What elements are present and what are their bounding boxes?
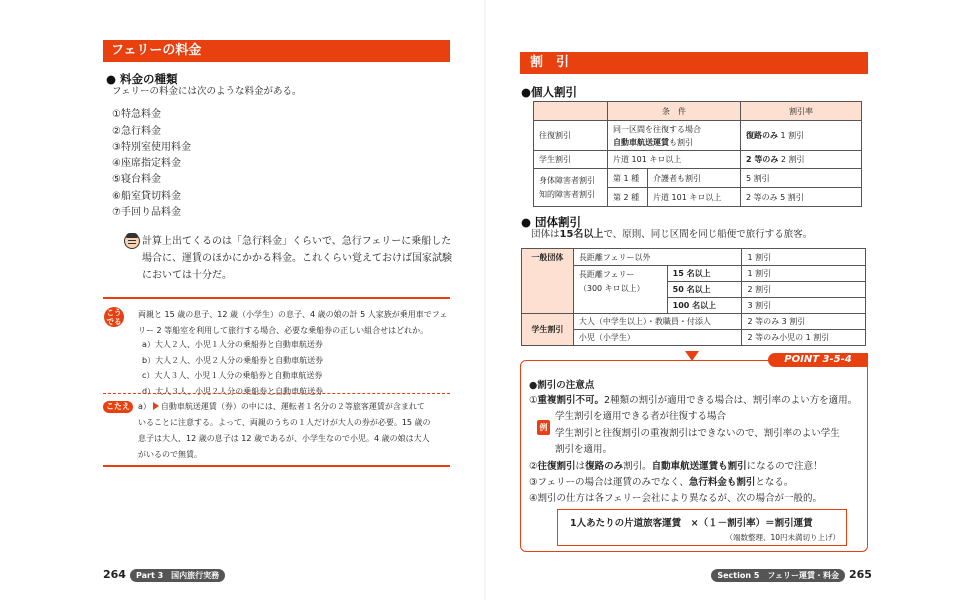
- part-pill: Part 3 国内旅行実務: [130, 569, 225, 582]
- row-rate: 1 割引: [742, 266, 866, 282]
- note-line: 場合に、運賃のほかにかかる料金。これくらい覚えておけば国家試験: [142, 253, 452, 264]
- row-condition: 同一区間を往復する場合 自動車航送運賃も割引: [608, 121, 741, 151]
- col-header-condition: 条 件: [608, 102, 741, 121]
- fare-type-item: ⑦手回り品料金: [112, 207, 181, 218]
- table-corner: [534, 102, 608, 121]
- example-line: 割引を適用。: [555, 444, 613, 455]
- row-group-general: 一般団体: [522, 249, 574, 314]
- row-rate: 1 割引: [742, 249, 866, 266]
- group-discount-heading: ● 団体割引: [521, 215, 582, 229]
- formula-note: （端数整理、10円未満切り上げ）: [725, 533, 840, 542]
- row-class: 第 1 種: [608, 169, 648, 188]
- example-badge: 例: [537, 420, 550, 435]
- kou-deru-badge: こう でる: [104, 307, 124, 327]
- formula-text: 1人あたりの片道旅客運賃 ×（１－割引率）＝割引運賃: [570, 518, 813, 529]
- question-rule: [103, 297, 450, 299]
- point-line: ③フェリーの場合は運賃のみでなく、急行料金も割引となる。: [529, 477, 794, 488]
- answer-line: がいるので無賃。: [138, 450, 202, 459]
- note-line: 計算上出てくるのは「急行料金」くらいで、急行フェリーに乗船した: [142, 236, 452, 247]
- row-rate: 2 等のみ小児の 1 割引: [742, 330, 866, 346]
- fare-type-item: ②急行料金: [112, 126, 161, 137]
- teacher-face-icon: [124, 233, 140, 249]
- group-discount-text: 団体は15名以上で、原則、同じ区間を同じ船便で旅行する旅客。: [531, 229, 813, 240]
- row-size: 100 名以上: [667, 298, 742, 314]
- row-size: 50 名以上: [667, 282, 742, 298]
- discount-banner: 割 引: [520, 52, 868, 74]
- answer-line: いることに注意する。よって、両親のうちの１人だけが大人の券が必要。15 歳の: [138, 418, 431, 427]
- row-rate: 3 割引: [742, 298, 866, 314]
- row-desc: 小児（小学生）: [573, 330, 742, 346]
- fare-type-item: ⑤寝台料金: [112, 174, 161, 185]
- row-rate: 2 割引: [742, 282, 866, 298]
- row-desc: 大人（中学生以上）・教職員・付添人: [573, 314, 742, 330]
- answer-option: a）大人２人、小児１人分の乗船券と自動車航送券: [142, 340, 323, 349]
- fare-type-item: ①特急料金: [112, 109, 161, 120]
- right-page: [485, 0, 970, 600]
- point-line: ①重複割引不可。2種類の割引が適用できる場合は、割引率のよい方を適用。: [529, 395, 858, 406]
- page-number: 265: [849, 568, 872, 581]
- point-line: ②往復割引は復路のみ割引。自動車航送運賃も割引になるので注意！: [529, 461, 823, 472]
- fare-banner: フェリーの料金: [103, 40, 450, 62]
- page-number: 264: [103, 568, 126, 581]
- answer-line: 息子は大人、12 歳の息子は 12 歳であるが、小学生なので小児。4 歳の娘は大人: [138, 434, 430, 443]
- row-label: 学生割引: [534, 151, 608, 169]
- point-tag: POINT 3-5-4: [768, 353, 868, 367]
- arrow-right-icon: [153, 402, 159, 410]
- note-line: においては十分だ。: [142, 270, 232, 281]
- row-condition: 片道 101 キロ以上: [608, 151, 741, 169]
- section-pill: Section 5 フェリー運賃・料金: [711, 569, 845, 582]
- row-condition: 介護者も割引: [648, 169, 741, 188]
- fare-type-item: ④座席指定料金: [112, 158, 181, 169]
- fare-type-item: ⑥船室貸切料金: [112, 191, 181, 202]
- row-rate: 2 等のみ 2 割引: [741, 151, 862, 169]
- answer-option: c）大人３人、小児１人分の乗船券と自動車航送券: [142, 371, 323, 380]
- row-label: 往復割引: [534, 121, 608, 151]
- col-header-rate: 割引率: [741, 102, 862, 121]
- answer-option: d）大人３人、小児２人分の乗船券と自動車航送券: [142, 387, 324, 396]
- individual-discount-table: [533, 101, 862, 207]
- fare-types-heading: ● 料金の種類: [106, 72, 178, 86]
- fare-type-item: ③特別室使用料金: [112, 142, 191, 153]
- example-line: 学生割引と往復割引の重複割引はできないので、割引率のよい学生: [555, 428, 840, 439]
- kotae-badge: こたえ: [103, 401, 133, 413]
- example-line: 学生割引を適用できる者が往復する場合: [555, 411, 727, 422]
- row-condition: 片道 101 キロ以上: [648, 188, 741, 207]
- individual-discount-heading: ●個人割引: [521, 85, 578, 99]
- row-group-student: 学生割引: [522, 314, 574, 346]
- answer-line: a） 自動車航送運賃（券）の中には、運転者１名分の２等旅客運賃が含まれて: [138, 402, 425, 411]
- answer-bottom-rule: [103, 465, 450, 467]
- row-rate: 2 等のみ 3 割引: [742, 314, 866, 330]
- group-discount-table: [521, 248, 866, 346]
- point-title: ●割引の注意点: [529, 380, 595, 391]
- point-line: ④割引の仕方は各フェリー会社により異なるが、次の場合が一般的。: [529, 493, 823, 504]
- row-desc: 長距離フェリー （300 キロ以上）: [573, 266, 667, 314]
- row-desc: 長距離フェリー以外: [573, 249, 742, 266]
- question-line: 両親と 15 歳の息子、12 歳（小学生）の息子、4 歳の娘の計 5 人家族が乗用車でフェ: [138, 310, 448, 319]
- fare-intro: フェリーの料金には次のような料金がある。: [112, 86, 302, 97]
- row-rate: 復路のみ 1 割引: [741, 121, 862, 151]
- row-size: 15 名以上: [667, 266, 742, 282]
- row-label: 身体障害者割引 知的障害者割引: [534, 169, 608, 207]
- answer-option: b）大人２人、小児２人分の乗船券と自動車航送券: [142, 356, 324, 365]
- question-line: リー 2 等船室を利用して旅行する場合、必要な乗船券の正しい組合せはどれか。: [138, 326, 429, 335]
- row-rate: 5 割引: [741, 169, 862, 188]
- answer-divider: [103, 393, 450, 394]
- row-class: 第 2 種: [608, 188, 648, 207]
- formula-box: [557, 509, 847, 546]
- row-rate: 2 等のみ 5 割引: [741, 188, 862, 207]
